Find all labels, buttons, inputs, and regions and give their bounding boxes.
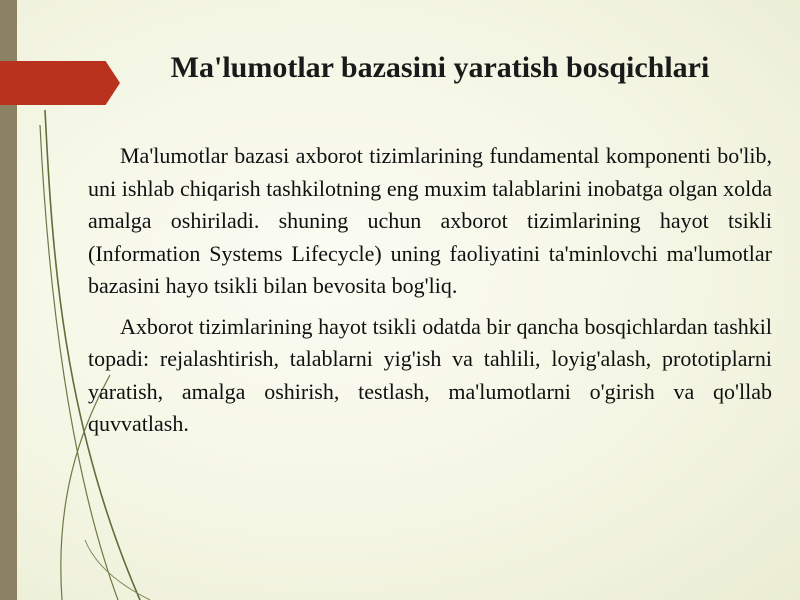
- slide-title: Ma'lumotlar bazasini yaratish bosqichlari: [170, 51, 710, 84]
- decorative-curve-4: [85, 540, 150, 600]
- paragraph-2: Axborot tizimlarining hayot tsikli odatda bir qancha bosqichlardan tashkil topadi: rejalashtirish, talablarni yig'ish va tahlili, loyig'alash, prototiplarni yaratish, amalga oshirish, testlash, ma'lumotlarni o'girish va qo'llab quvvatlash.: [88, 313, 772, 436]
- slide-body: [88, 140, 772, 449]
- paragraph-1: Ma'lumotlar bazasi axborot tizimlarining fundamental komponenti bo'lib, uni ishlab chiqarish tashkilotning eng muxim talablarini inobatga olgan xolda amalga oshiriladi. shuning uchun axborot tizimlarining hayot tsikli (Information Systems Lifecycle) uning faoliyatini ta'minlovchi ma'lumotlar bazasini hayo tsikli bilan bevosita bog'liq.: [88, 143, 772, 298]
